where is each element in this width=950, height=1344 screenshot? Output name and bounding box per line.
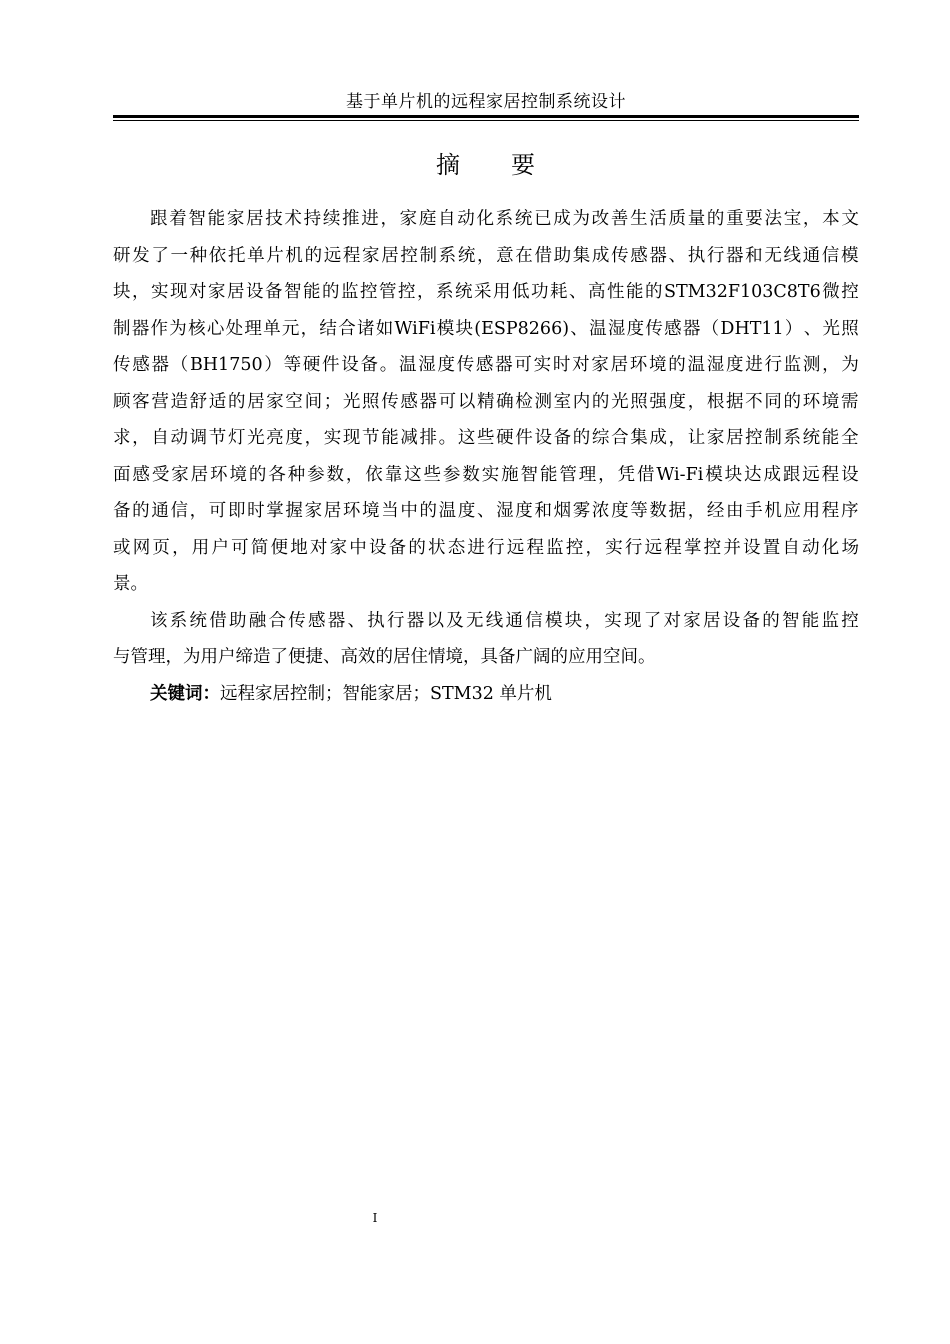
abstract-title-part2: 要: [511, 151, 536, 179]
keywords-text: 远程家居控制；智能家居；STM32 单片机: [220, 683, 552, 704]
header-rule-thick: [113, 115, 859, 118]
paragraph-line: 传 感 器 （ BH1750 ） 等 硬 件 设 备 。 温 湿 度 传 感 器 可 实 时 对 家 居 环 境 的 温 湿 度 进 行 监 测 ， 为: [113, 355, 859, 375]
page-number: I: [372, 1211, 378, 1225]
paragraph-line: 或 网 页 ， 用 户 可 简 便 地 对 家 中 设 备 的 状 态 进 行 远 程 监 控 ， 实 行 远 程 掌 控 并 设 置 自 动 化 场: [113, 537, 859, 558]
paragraph-line: 制 器 作 为 核 心 处 理 单 元 ， 结 合 诸 如 WiFi 模 块 (ESP8266) 、 温 湿 度 传 感 器 （ DHT11 ） 、 光 照: [113, 318, 859, 339]
abstract-title: [113, 148, 859, 182]
paragraph-line: 研 发 了 一 种 依 托 单 片 机 的 远 程 家 居 控 制 系 统 ， 意 在 借 助 集 成 传 感 器 、 执 行 器 和 无 线 通 信 模: [113, 245, 859, 266]
keywords-label: 关键词：: [150, 683, 220, 704]
paragraph-line: 与管理，为用户缔造了便捷、高效的居住情境，具备广阔的应用空间。: [113, 647, 656, 667]
running-header: 基于单片机的远程家居控制系统设计: [346, 92, 626, 112]
paragraph-line: 景。: [113, 574, 148, 594]
paragraph-line: 跟 着 智 能 家 居 技 术 持 续 推 进 ， 家 庭 自 动 化 系 统 已 成 为 改 善 生 活 质 量 的 重 要 法 宝 ， 本 文: [150, 209, 859, 229]
paragraph-line: 面 感 受 家 居 环 境 的 各 种 参 数 ， 依 靠 这 些 参 数 实 施 智 能 管 理 ， 凭 借 Wi-Fi 模 块 达 成 跟 远 程 设: [113, 464, 859, 485]
abstract-paragraph-1: [113, 201, 859, 603]
paragraph-line: 求 ， 自 动 调 节 灯 光 亮 度 ， 实 现 节 能 减 排 。 这 些 硬 件 设 备 的 综 合 集 成 ， 让 家 居 控 制 系 统 能 全: [113, 428, 859, 448]
keywords-line: [113, 676, 859, 713]
abstract-body: [113, 201, 859, 712]
paragraph-line: 该 系 统 借 助 融 合 传 感 器 、 执 行 器 以 及 无 线 通 信 模 块 ， 实 现 了 对 家 居 设 备 的 智 能 监 控: [150, 610, 859, 631]
paragraph-line: 顾 客 营 造 舒 适 的 居 家 空 间 ； 光 照 传 感 器 可 以 精 确 检 测 室 内 的 光 照 强 度 ， 根 据 不 同 的 环 境 需: [113, 391, 859, 412]
abstract-title-part1: 摘: [436, 151, 461, 179]
abstract-paragraph-2: [113, 603, 859, 676]
paragraph-line: 块 ， 实 现 对 家 居 设 备 智 能 的 监 控 管 控 ， 系 统 采 用 低 功 耗 、 高 性 能 的 STM32F103C8T6 微 控: [113, 282, 859, 302]
paragraph-line: 备 的 通 信 ， 可 即 时 掌 握 家 居 环 境 当 中 的 温 度 、 湿 度 和 烟 雾 浓 度 等 数 据 ， 经 由 手 机 应 用 程 序: [113, 501, 859, 521]
header-rule-thin: [113, 120, 859, 121]
